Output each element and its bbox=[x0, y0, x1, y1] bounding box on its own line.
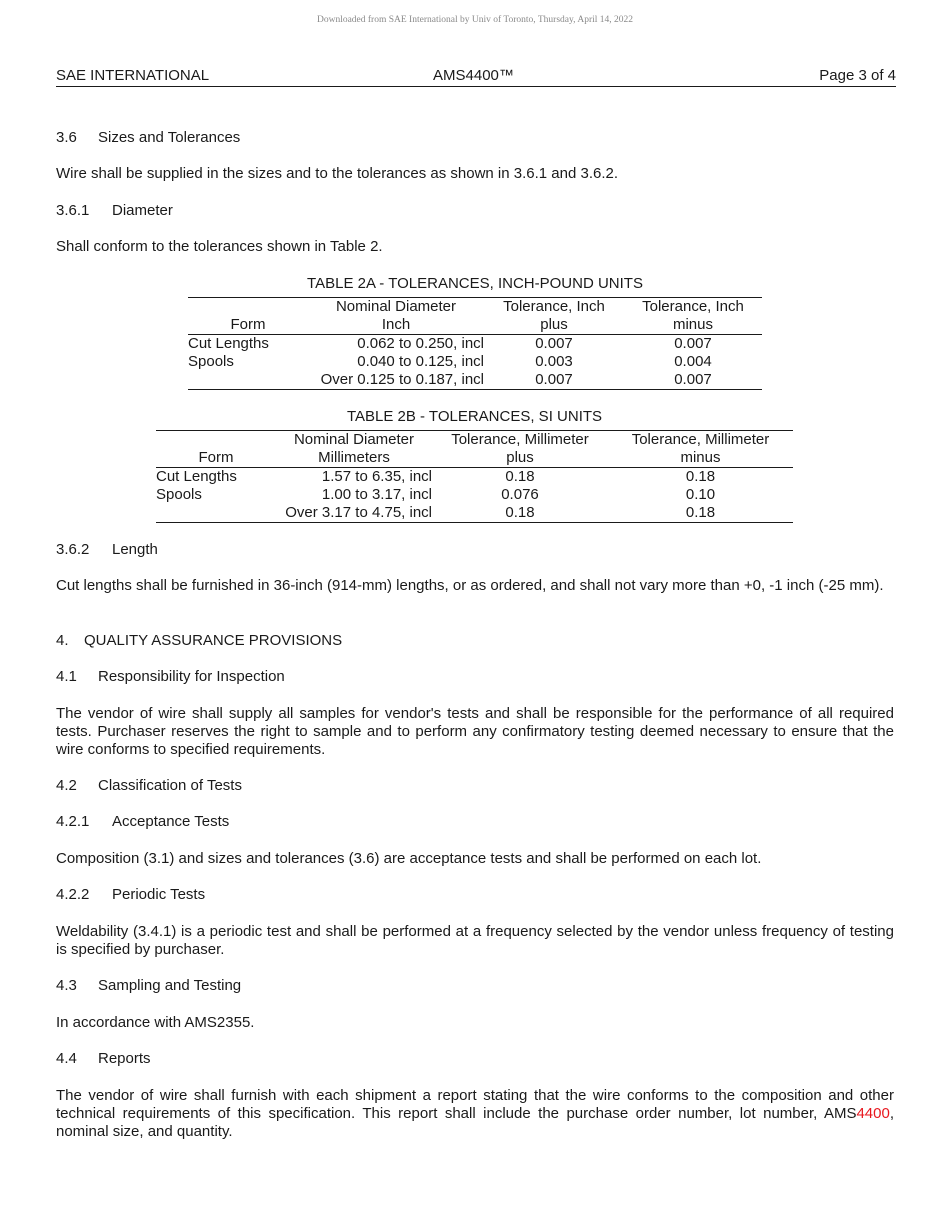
plus-cell: 0.18 bbox=[505, 468, 535, 485]
section-number: 4.2.2 bbox=[56, 886, 90, 903]
publisher-name: SAE INTERNATIONAL bbox=[56, 67, 210, 84]
diameter-cell: 0.062 to 0.250, incl bbox=[357, 335, 484, 352]
table-header-row bbox=[188, 316, 762, 335]
table-row bbox=[156, 486, 793, 504]
form-cell: Cut Lengths bbox=[156, 468, 237, 485]
section-heading-4-3 bbox=[56, 977, 894, 995]
section-title: Periodic Tests bbox=[112, 886, 206, 903]
header-cell: Form bbox=[156, 449, 276, 468]
spec-number-highlight: 4400 bbox=[856, 1105, 890, 1122]
form-cell bbox=[188, 371, 308, 390]
plus-cell: 0.007 bbox=[535, 371, 573, 388]
paragraph-text: , nominal size, and quantity. bbox=[56, 1105, 894, 1140]
paragraph-3-6: Wire shall be supplied in the sizes and to the tolerances as shown in 3.6.1 and 3.6.2. bbox=[56, 165, 619, 182]
download-watermark: Downloaded from SAE International by Univ of Toronto, Thursday, April 14, 2022 bbox=[316, 15, 634, 25]
section-title: QUALITY ASSURANCE PROVISIONS bbox=[84, 632, 343, 649]
section-heading-4-1 bbox=[56, 668, 894, 686]
plus-cell: 0.18 bbox=[505, 504, 535, 521]
header-cell: Millimeters bbox=[276, 449, 432, 468]
section-heading-4-2-1 bbox=[56, 813, 894, 831]
header-cell: plus bbox=[432, 449, 608, 468]
header-cell: Inch bbox=[308, 316, 484, 335]
table-2b bbox=[156, 430, 793, 523]
minus-cell: 0.007 bbox=[674, 335, 712, 352]
minus-cell: 0.007 bbox=[674, 371, 712, 388]
section-number: 4.2.1 bbox=[56, 813, 90, 830]
paragraph-4-4 bbox=[56, 1087, 894, 1141]
header-cell: Form bbox=[188, 316, 308, 335]
header-cell: Tolerance, Millimeter bbox=[451, 431, 589, 448]
document-number: AMS4400™ bbox=[433, 67, 514, 84]
table-row bbox=[156, 504, 793, 523]
minus-cell: 0.18 bbox=[685, 468, 716, 485]
paragraph-3-6-2: Cut lengths shall be furnished in 36-inch (914-mm) lengths, or as ordered, and shall not vary more than +0, -1 inch (-25 mm). bbox=[56, 577, 884, 594]
header-cell: plus bbox=[484, 316, 624, 335]
header-cell: minus bbox=[608, 449, 793, 468]
section-number: 4. bbox=[56, 632, 69, 649]
running-header bbox=[56, 66, 896, 87]
paragraph-4-2-1: Composition (3.1) and sizes and tolerances (3.6) are acceptance tests and shall be performed on each lot. bbox=[56, 850, 762, 867]
section-heading-3-6 bbox=[56, 129, 894, 147]
plus-cell: 0.076 bbox=[501, 486, 539, 503]
table-2a-caption: TABLE 2A - TOLERANCES, INCH-POUND UNITS bbox=[307, 275, 643, 292]
table-row bbox=[188, 353, 762, 371]
paragraph-4-1: The vendor of wire shall supply all samples for vendor's tests and shall be responsible for the performance of all required tests. Purchaser reserves the right to sample and to perform any confirmatory testing deemed necessary to ensure that the wire conforms to specified requirements. bbox=[56, 705, 894, 758]
table-header-row bbox=[156, 449, 793, 468]
table-2a bbox=[188, 297, 762, 390]
section-number: 4.3 bbox=[56, 977, 77, 994]
header-cell: Nominal Diameter bbox=[335, 298, 457, 315]
header-cell bbox=[156, 431, 276, 450]
plus-cell: 0.007 bbox=[535, 335, 573, 352]
section-number: 3.6 bbox=[56, 129, 77, 146]
section-title: Diameter bbox=[112, 202, 173, 219]
header-cell: Nominal Diameter bbox=[293, 431, 415, 448]
form-cell: Cut Lengths bbox=[188, 335, 269, 352]
section-heading-3-6-1 bbox=[56, 202, 894, 220]
diameter-cell: 1.57 to 6.35, incl bbox=[321, 468, 432, 485]
paragraph-4-2-2: Weldability (3.4.1) is a periodic test and shall be performed at a frequency selected by the vendor unless frequency of testing is specified by purchaser. bbox=[56, 923, 894, 958]
paragraph-text: The vendor of wire shall furnish with each shipment a report stating that the wire conforms to the composition and other technical requirements of this specification. This report shall include the purchase order number, lot number, AMS bbox=[56, 1087, 894, 1122]
header-cell bbox=[188, 298, 308, 317]
table-row bbox=[188, 335, 762, 354]
section-heading-4-2-2 bbox=[56, 886, 894, 904]
paragraph-3-6-1: Shall conform to the tolerances shown in Table 2. bbox=[56, 238, 383, 255]
section-title: Length bbox=[112, 541, 158, 558]
header-cell: minus bbox=[624, 316, 762, 335]
table-header-row bbox=[188, 298, 762, 317]
section-number: 4.2 bbox=[56, 777, 77, 794]
section-title: Responsibility for Inspection bbox=[98, 668, 285, 685]
diameter-cell: Over 0.125 to 0.187, incl bbox=[320, 371, 484, 388]
paragraph-4-3: In accordance with AMS2355. bbox=[56, 1014, 255, 1031]
section-number: 4.4 bbox=[56, 1050, 77, 1067]
diameter-cell: 0.040 to 0.125, incl bbox=[357, 353, 484, 370]
form-cell bbox=[156, 504, 276, 523]
minus-cell: 0.18 bbox=[685, 504, 716, 521]
table-2b-caption: TABLE 2B - TOLERANCES, SI UNITS bbox=[346, 408, 603, 425]
diameter-cell: 1.00 to 3.17, incl bbox=[321, 486, 432, 503]
page-number: Page 3 of 4 bbox=[819, 67, 896, 84]
table-row bbox=[156, 468, 793, 487]
minus-cell: 0.10 bbox=[685, 486, 716, 503]
form-cell: Spools bbox=[188, 353, 234, 370]
section-heading-4-2 bbox=[56, 777, 894, 795]
section-heading-4 bbox=[56, 632, 894, 650]
plus-cell: 0.003 bbox=[535, 353, 573, 370]
section-heading-4-4 bbox=[56, 1050, 894, 1068]
section-title: Sampling and Testing bbox=[98, 977, 242, 994]
section-heading-3-6-2 bbox=[56, 541, 894, 559]
header-cell: Tolerance, Inch bbox=[503, 298, 605, 315]
header-cell: Tolerance, Inch bbox=[642, 298, 744, 315]
section-number: 4.1 bbox=[56, 668, 77, 685]
section-title: Classification of Tests bbox=[98, 777, 242, 794]
section-title: Acceptance Tests bbox=[112, 813, 230, 830]
section-title: Reports bbox=[98, 1050, 151, 1067]
section-title: Sizes and Tolerances bbox=[98, 129, 241, 146]
minus-cell: 0.004 bbox=[674, 353, 712, 370]
section-number: 3.6.1 bbox=[56, 202, 90, 219]
section-number: 3.6.2 bbox=[56, 541, 90, 558]
diameter-cell: Over 3.17 to 4.75, incl bbox=[285, 504, 432, 521]
form-cell: Spools bbox=[156, 486, 202, 503]
table-header-row bbox=[156, 431, 793, 450]
table-row bbox=[188, 371, 762, 390]
header-cell: Tolerance, Millimeter bbox=[631, 431, 770, 448]
